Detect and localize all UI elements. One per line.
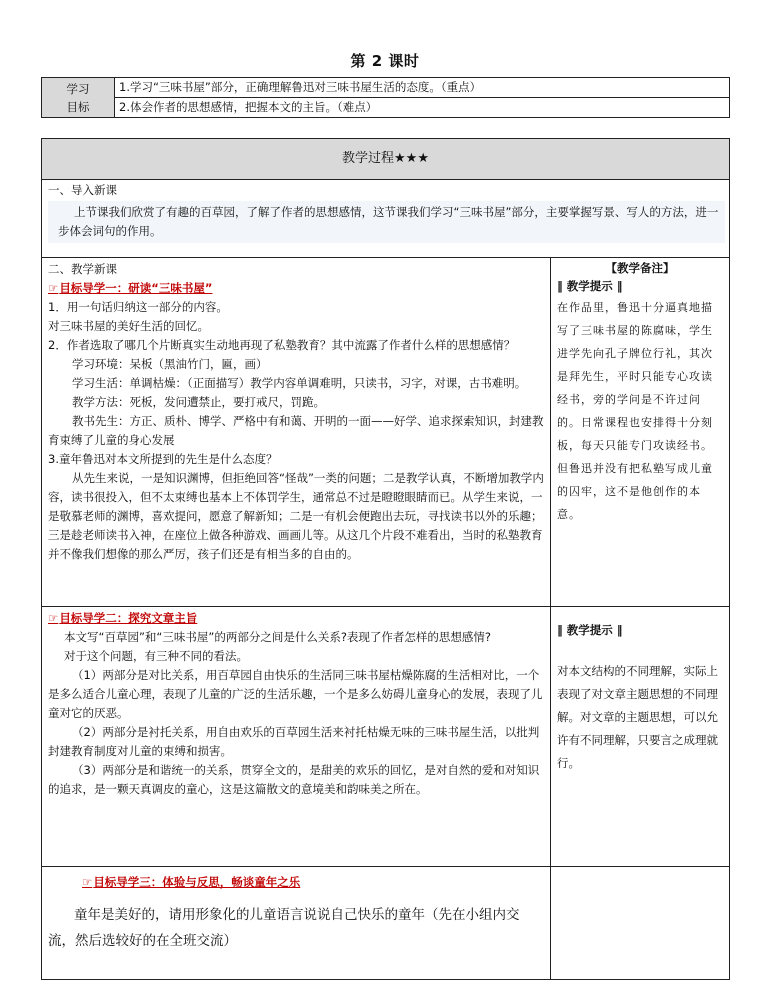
guide-2-label: 目标导学二：探究文章主旨 — [59, 611, 198, 625]
learning-goals-table — [41, 77, 730, 118]
guide-2 — [48, 609, 544, 628]
answer-3: 从先生来说，一是知识渊博，但拒绝回答“怪哉”一类的问题；二是教学认真，不断增加教学内容，读书很投入，但不太束缚也基本上不体罚学生，通常总不过是瞪瞪眼睛而已。从学生来说，一是敬慕老师的渊博，喜欢提问，愿意了解新知；二是一有机会便跑出去玩，寻找读书以外的乐趣；三是趁老师读书入神，在座位上做各种游戏、画画儿等。从这几个片段不难看出，当时的私塾教育并不像我们想像的那么严厉，孩子们还是有相当多的自由的。 — [48, 471, 544, 561]
intro-text: 上节课我们欣赏了有趣的百草园，了解了作者的思想感情，这节课我们学习“三味书屋”部分，主要掌握写景、写人的方法，进一步体会词句的作用。 — [48, 201, 725, 243]
goal-item: 1.学习“三味书屋”部分，正确理解鲁迅对三味书屋生活的态度。（重点） — [119, 80, 482, 94]
guide-1 — [48, 279, 544, 298]
teaching-process-table — [41, 138, 730, 980]
pointing-hand-icon: ☞ — [82, 875, 93, 889]
goal-item: 2.体会作者的思想感情，把握本文的主旨。（难点） — [115, 97, 729, 117]
intro-section — [42, 180, 729, 258]
goals-label-line2: 目标 — [66, 99, 90, 114]
tip-text-1: 在作品里，鲁迅十分逼真地描写了三味书屋的陈腐味，学生进学先向孔子牌位行礼，其次是拜先生，平时只能专心攻读经书，旁的学问是不许过问的。日常课程也安排得十分刻板，每天只能专门攻读经书。但鲁迅并没有把私塾写成儿童的囚牢，这不是他创作的本意。 — [557, 301, 713, 521]
answer-5: 童年是美好的，请用形象化的儿童语言说说自己快乐的童年（先在小组内交流，然后选较好的在全班交流） — [48, 907, 520, 949]
theme-section — [42, 607, 550, 867]
answer-4-intro: 对于这个问题，有三种不同的看法。 — [64, 649, 248, 663]
lesson-title: 第 2 课时 — [350, 52, 420, 70]
guide-3 — [82, 873, 544, 892]
answer-2-method: 教学方法：死板，发问遭禁止，要打戒尺，罚跪。 — [72, 395, 325, 409]
tip-label-2: ‖ 教学提示 ‖ — [557, 623, 623, 637]
answer-4-view-2: （2）两部分是衬托关系，用自由欢乐的百草园生活来衬托枯燥无味的三味书屋生活，以批判封建教育制度对儿童的束缚和损害。 — [48, 725, 540, 758]
process-header: 教学过程★★★ — [42, 139, 729, 180]
pointing-hand-icon: ☞ — [48, 611, 59, 625]
question-2: 2．作者选取了哪几个片断真实生动地再现了私塾教育？其中流露了作者什么样的思想感情？ — [48, 338, 516, 352]
answer-2-environment: 学习环境：呆板（黑油竹门，匾，画） — [72, 357, 268, 371]
guide-3-label: 目标导学三：体验与反思，畅谈童年之乐 — [93, 875, 301, 889]
guide-1-label: 目标导学一：研读“三味书屋” — [59, 281, 213, 295]
notes-cell-3 — [551, 867, 729, 979]
answer-4-view-3: （3）两部分是和谐统一的关系，贯穿全文的，是甜美的欢乐的回忆，是对自然的爱和对知识的追求，是一颗天真调皮的童心，这是这篇散文的意境美和韵味美之所在。 — [48, 763, 540, 796]
notes-cell-1 — [551, 258, 729, 607]
goals-label — [42, 78, 115, 117]
reflection-section — [42, 867, 550, 979]
answer-2-life: 学习生活：单调枯燥：（正面描写）教学内容单调难明，只读书，习字，对课，古书难明。 — [72, 376, 527, 390]
question-3: 3.童年鲁迅对本文所提到的先生是什么态度？ — [48, 452, 278, 466]
new-lesson-section — [42, 258, 550, 607]
answer-4-view-1: （1）两部分是对比关系，用百草园自由快乐的生活同三味书屋枯燥陈腐的生活相对比，一个是多么适合儿童心理，表现了儿童的广泛的生活乐趣，一个是多么妨碍儿童身心的发展，表现了儿童对它的厌恶。 — [48, 668, 543, 720]
answer-2-teacher: 教书先生：方正、质朴、博学、严格中有和蔼、开明的一面——好学、追求探索知识，封建教育束缚了儿童的身心发展 — [48, 414, 544, 447]
answer-1: 对三味书屋的美好生活的回忆。 — [48, 319, 209, 333]
intro-heading: 一、导入新课 — [48, 183, 117, 197]
notes-title: 【教学备注】 — [605, 261, 675, 275]
question-4: 本文写“百草园”和“三味书屋”的两部分之间是什么关系?表现了作者怎样的思想感情? — [64, 630, 492, 644]
question-1: 1．用一句话归纳这一部分的内容。 — [48, 300, 228, 314]
lesson-content-column — [42, 258, 551, 979]
notes-cell-2 — [551, 607, 729, 867]
tip-text-2: 对本文结构的不同理解，实际上表现了对文章主题思想的不同理解。对文章的主题思想，可以允许有不同理解，只要言之成理就行。 — [557, 664, 718, 770]
new-lesson-heading: 二、教学新课 — [48, 262, 117, 276]
pointing-hand-icon: ☞ — [48, 281, 59, 295]
tip-label: ‖ 教学提示 ‖ — [557, 279, 623, 293]
goals-label-line1: 学习 — [66, 81, 90, 96]
teaching-notes-column — [551, 258, 729, 979]
goals-items — [115, 78, 729, 117]
